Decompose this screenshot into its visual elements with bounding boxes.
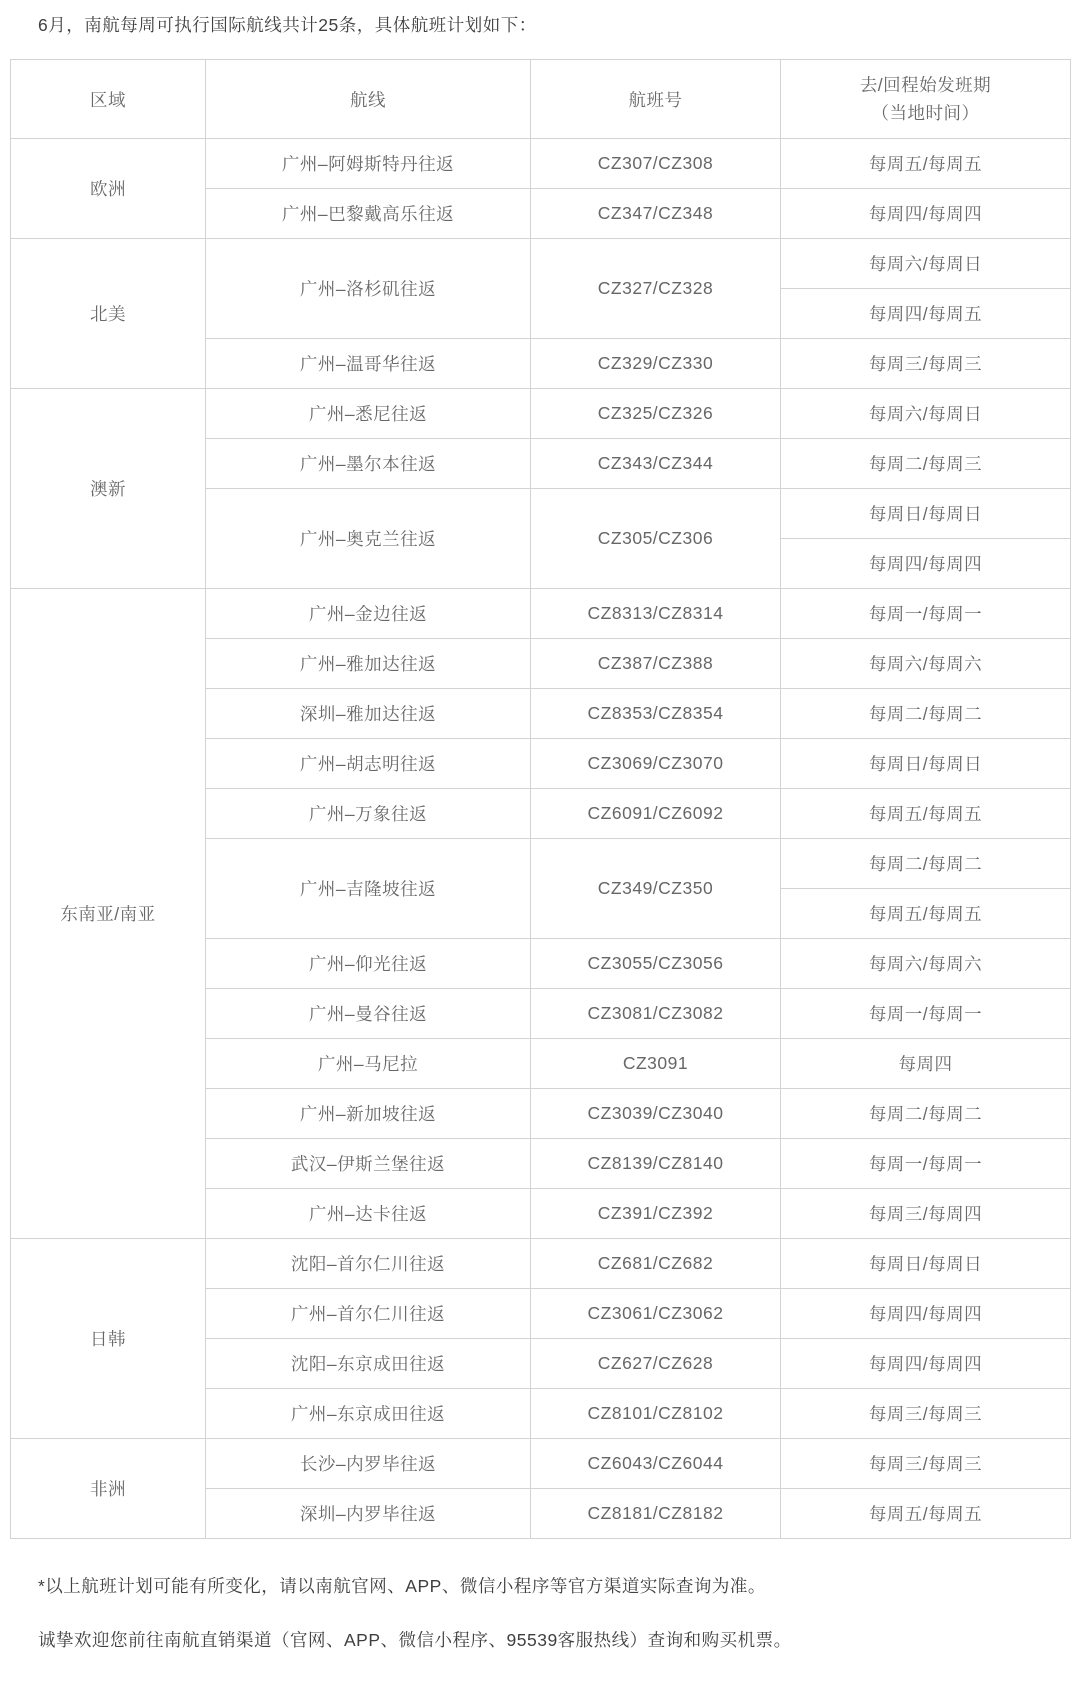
route-cell: 广州–马尼拉 bbox=[206, 1039, 531, 1089]
schedule-cell: 每周一/每周一 bbox=[781, 1139, 1071, 1189]
schedule-cell: 每周四/每周五 bbox=[781, 289, 1071, 339]
schedule-cell: 每周日/每周日 bbox=[781, 1239, 1071, 1289]
flight-number-cell: CZ3069/CZ3070 bbox=[531, 739, 781, 789]
route-cell: 沈阳–首尔仁川往返 bbox=[206, 1239, 531, 1289]
schedule-cell: 每周日/每周日 bbox=[781, 489, 1071, 539]
schedule-cell: 每周二/每周二 bbox=[781, 689, 1071, 739]
flight-number-cell: CZ3055/CZ3056 bbox=[531, 939, 781, 989]
schedule-cell: 每周四/每周四 bbox=[781, 1289, 1071, 1339]
flight-number-cell: CZ349/CZ350 bbox=[531, 839, 781, 939]
flight-number-cell: CZ8139/CZ8140 bbox=[531, 1139, 781, 1189]
flight-number-cell: CZ3091 bbox=[531, 1039, 781, 1089]
flight-number-cell: CZ391/CZ392 bbox=[531, 1189, 781, 1239]
route-cell: 广州–东京成田往返 bbox=[206, 1389, 531, 1439]
schedule-cell: 每周一/每周一 bbox=[781, 589, 1071, 639]
schedule-cell: 每周二/每周二 bbox=[781, 1089, 1071, 1139]
flight-number-cell: CZ8313/CZ8314 bbox=[531, 589, 781, 639]
flight-schedule-table bbox=[10, 59, 1071, 1539]
schedule-cell: 每周五/每周五 bbox=[781, 789, 1071, 839]
route-cell: 广州–吉隆坡往返 bbox=[206, 839, 531, 939]
column-header-schedule bbox=[781, 60, 1071, 139]
schedule-cell: 每周六/每周六 bbox=[781, 639, 1071, 689]
route-cell: 广州–奥克兰往返 bbox=[206, 489, 531, 589]
region-cell: 北美 bbox=[11, 239, 206, 389]
route-cell: 深圳–雅加达往返 bbox=[206, 689, 531, 739]
flight-number-cell: CZ3081/CZ3082 bbox=[531, 989, 781, 1039]
schedule-cell: 每周四/每周四 bbox=[781, 539, 1071, 589]
route-cell: 广州–首尔仁川往返 bbox=[206, 1289, 531, 1339]
flight-number-cell: CZ327/CZ328 bbox=[531, 239, 781, 339]
route-cell: 广州–温哥华往返 bbox=[206, 339, 531, 389]
intro-text: 6月，南航每周可执行国际航线共计25条，具体航班计划如下： bbox=[38, 15, 537, 35]
region-cell: 日韩 bbox=[11, 1239, 206, 1439]
footnote-purchase-channels: 诚挚欢迎您前往南航直销渠道（官网、APP、微信小程序、95539客服热线）查询和购买机票。 bbox=[38, 1630, 792, 1650]
flight-number-cell: CZ6043/CZ6044 bbox=[531, 1439, 781, 1489]
flight-number-cell: CZ325/CZ326 bbox=[531, 389, 781, 439]
route-cell: 广州–雅加达往返 bbox=[206, 639, 531, 689]
route-cell: 广州–墨尔本往返 bbox=[206, 439, 531, 489]
column-header-schedule-line1: 去/回程始发班期 bbox=[859, 75, 992, 95]
region-cell: 澳新 bbox=[11, 389, 206, 589]
flight-number-cell: CZ3039/CZ3040 bbox=[531, 1089, 781, 1139]
column-header-region: 区域 bbox=[11, 60, 206, 139]
table-header-row bbox=[11, 60, 1071, 139]
route-cell: 广州–悉尼往返 bbox=[206, 389, 531, 439]
flight-number-cell: CZ8101/CZ8102 bbox=[531, 1389, 781, 1439]
column-header-flight-number: 航班号 bbox=[531, 60, 781, 139]
flight-number-cell: CZ3061/CZ3062 bbox=[531, 1289, 781, 1339]
table-row bbox=[11, 139, 1071, 189]
route-cell: 广州–新加坡往返 bbox=[206, 1089, 531, 1139]
schedule-cell: 每周五/每周五 bbox=[781, 139, 1071, 189]
route-cell: 武汉–伊斯兰堡往返 bbox=[206, 1139, 531, 1189]
schedule-cell: 每周二/每周三 bbox=[781, 439, 1071, 489]
route-cell: 广州–阿姆斯特丹往返 bbox=[206, 139, 531, 189]
schedule-cell: 每周六/每周日 bbox=[781, 239, 1071, 289]
flight-number-cell: CZ305/CZ306 bbox=[531, 489, 781, 589]
schedule-cell: 每周三/每周三 bbox=[781, 1439, 1071, 1489]
route-cell: 广州–胡志明往返 bbox=[206, 739, 531, 789]
route-cell: 沈阳–东京成田往返 bbox=[206, 1339, 531, 1389]
table-row bbox=[11, 239, 1071, 289]
table-row bbox=[11, 389, 1071, 439]
schedule-cell: 每周二/每周二 bbox=[781, 839, 1071, 889]
table-row bbox=[11, 589, 1071, 639]
flight-number-cell: CZ6091/CZ6092 bbox=[531, 789, 781, 839]
flight-number-cell: CZ343/CZ344 bbox=[531, 439, 781, 489]
flight-number-cell: CZ347/CZ348 bbox=[531, 189, 781, 239]
route-cell: 广州–金边往返 bbox=[206, 589, 531, 639]
schedule-cell: 每周四/每周四 bbox=[781, 1339, 1071, 1389]
schedule-cell: 每周一/每周一 bbox=[781, 989, 1071, 1039]
flight-number-cell: CZ307/CZ308 bbox=[531, 139, 781, 189]
flight-number-cell: CZ8181/CZ8182 bbox=[531, 1489, 781, 1539]
route-cell: 长沙–内罗毕往返 bbox=[206, 1439, 531, 1489]
flight-number-cell: CZ681/CZ682 bbox=[531, 1239, 781, 1289]
flight-number-cell: CZ387/CZ388 bbox=[531, 639, 781, 689]
schedule-cell: 每周三/每周三 bbox=[781, 1389, 1071, 1439]
schedule-cell: 每周五/每周五 bbox=[781, 889, 1071, 939]
region-cell: 欧洲 bbox=[11, 139, 206, 239]
schedule-cell: 每周四 bbox=[781, 1039, 1071, 1089]
route-cell: 广州–达卡往返 bbox=[206, 1189, 531, 1239]
column-header-route: 航线 bbox=[206, 60, 531, 139]
region-cell: 非洲 bbox=[11, 1439, 206, 1539]
flight-table-body bbox=[11, 139, 1071, 1539]
route-cell: 广州–洛杉矶往返 bbox=[206, 239, 531, 339]
flight-schedule-page bbox=[0, 13, 1080, 1691]
column-header-schedule-line2: （当地时间） bbox=[871, 103, 980, 123]
schedule-cell: 每周五/每周五 bbox=[781, 1489, 1071, 1539]
route-cell: 深圳–内罗毕往返 bbox=[206, 1489, 531, 1539]
schedule-cell: 每周六/每周日 bbox=[781, 389, 1071, 439]
schedule-cell: 每周三/每周三 bbox=[781, 339, 1071, 389]
region-cell: 东南亚/南亚 bbox=[11, 589, 206, 1239]
schedule-cell: 每周日/每周日 bbox=[781, 739, 1071, 789]
schedule-cell: 每周四/每周四 bbox=[781, 189, 1071, 239]
flight-number-cell: CZ8353/CZ8354 bbox=[531, 689, 781, 739]
route-cell: 广州–巴黎戴高乐往返 bbox=[206, 189, 531, 239]
flight-number-cell: CZ627/CZ628 bbox=[531, 1339, 781, 1389]
footnotes bbox=[38, 1574, 1080, 1653]
table-row bbox=[11, 1239, 1071, 1289]
route-cell: 广州–仰光往返 bbox=[206, 939, 531, 989]
footnote-disclaimer: *以上航班计划可能有所变化，请以南航官网、APP、微信小程序等官方渠道实际查询为准。 bbox=[38, 1576, 766, 1596]
route-cell: 广州–曼谷往返 bbox=[206, 989, 531, 1039]
table-row bbox=[11, 1439, 1071, 1489]
route-cell: 广州–万象往返 bbox=[206, 789, 531, 839]
flight-number-cell: CZ329/CZ330 bbox=[531, 339, 781, 389]
schedule-cell: 每周三/每周四 bbox=[781, 1189, 1071, 1239]
schedule-cell: 每周六/每周六 bbox=[781, 939, 1071, 989]
